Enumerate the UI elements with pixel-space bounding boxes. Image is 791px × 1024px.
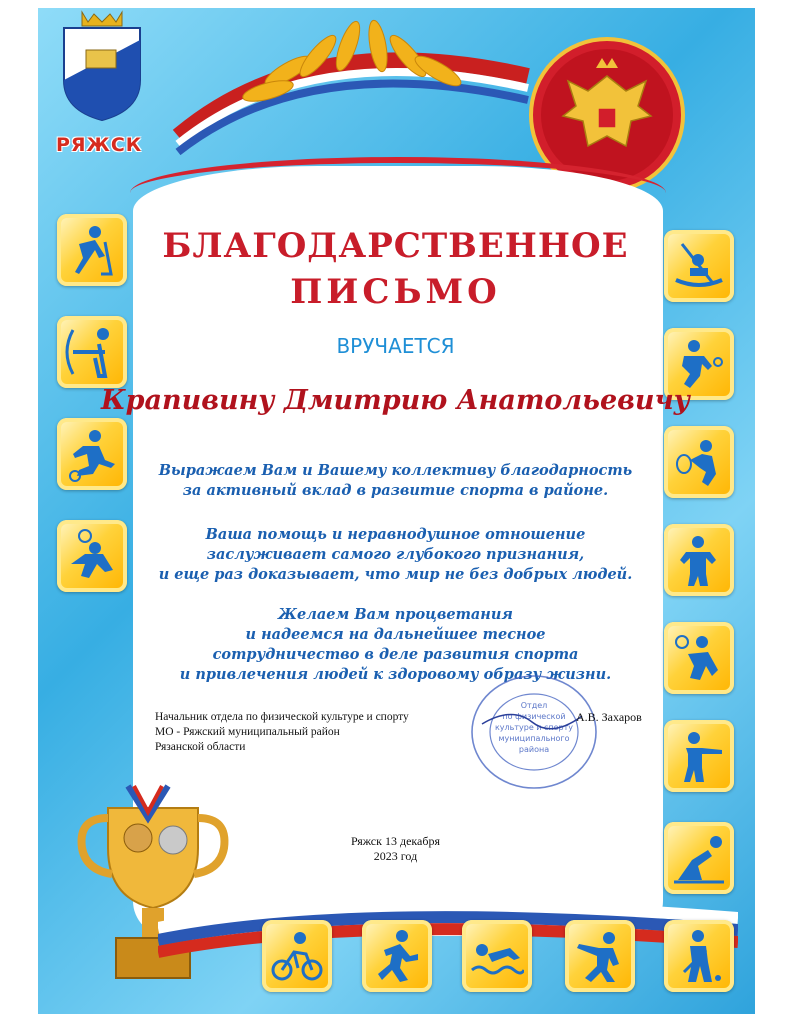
running-icon <box>370 928 424 984</box>
fencing-tile <box>565 920 635 992</box>
place-and-date <box>0 834 791 864</box>
paragraph-line: заслуживает самого глубокого признания, <box>206 546 585 563</box>
fencing-icon <box>573 928 627 984</box>
signer-name: А.В. Захаров <box>576 710 642 724</box>
position-line: Начальник отдела по физической культуре и спорту <box>155 711 409 723</box>
shooting-icon <box>672 728 726 784</box>
shooting-tile <box>664 720 734 792</box>
stamp-line: Отдел <box>520 701 548 710</box>
signer-position <box>155 710 409 755</box>
golf-tile <box>664 920 734 992</box>
position-line: МО - Ряжский муниципальный район <box>155 726 340 738</box>
official-stamp-icon <box>462 672 600 792</box>
paragraph-line: и еще раз доказывает, что мир не без добрых людей. <box>158 566 633 583</box>
document-title-line2: ПИСЬМО <box>290 272 501 312</box>
paragraph-line: за активный вклад в развитие спорта в районе. <box>182 482 609 499</box>
stamp-line: культуре и спорту <box>494 723 574 732</box>
golf-icon <box>672 928 726 984</box>
flag-ribbon-icon <box>158 888 738 968</box>
awarded-label: ВРУЧАЕТСЯ <box>336 334 455 358</box>
paragraph-line: и привлечения людей к здоровому образу жизни. <box>179 666 612 683</box>
swimming-icon <box>470 928 524 984</box>
city-name: РЯЖСК <box>56 134 143 156</box>
wishes-paragraph <box>0 605 791 685</box>
stamp-line: по физической <box>502 712 566 721</box>
running-tile <box>362 920 432 992</box>
place-line: Ряжск 13 декабря <box>351 834 440 848</box>
stamp-line: района <box>518 745 550 754</box>
laurel-wreath-icon <box>158 16 538 156</box>
paragraph-line: Желаем Вам процветания <box>278 606 513 623</box>
gratitude-paragraph <box>0 461 791 501</box>
paragraph-line: и надеемся на дальнейшее тесное <box>245 626 546 643</box>
city-crest-icon <box>60 10 144 122</box>
paragraph-line: Ваша помощь и неравнодушное отношение <box>205 526 586 543</box>
document-title-line1: БЛАГОДАРСТВЕННОЕ <box>162 226 629 266</box>
date-line: 2023 год <box>373 849 418 863</box>
recognition-paragraph <box>0 525 791 585</box>
recipient-name: Крапивину Дмитрию Анатольевичу <box>101 385 690 416</box>
paragraph-line: сотрудничество в деле развития спорта <box>212 646 579 663</box>
stamp-line: муниципального <box>498 734 570 743</box>
swimming-tile <box>462 920 532 992</box>
paragraph-line: Выражаем Вам и Вашему коллективу благодарность <box>158 462 633 479</box>
cycling-tile <box>262 920 332 992</box>
cycling-icon <box>270 928 324 984</box>
position-line: Рязанской области <box>155 741 246 753</box>
